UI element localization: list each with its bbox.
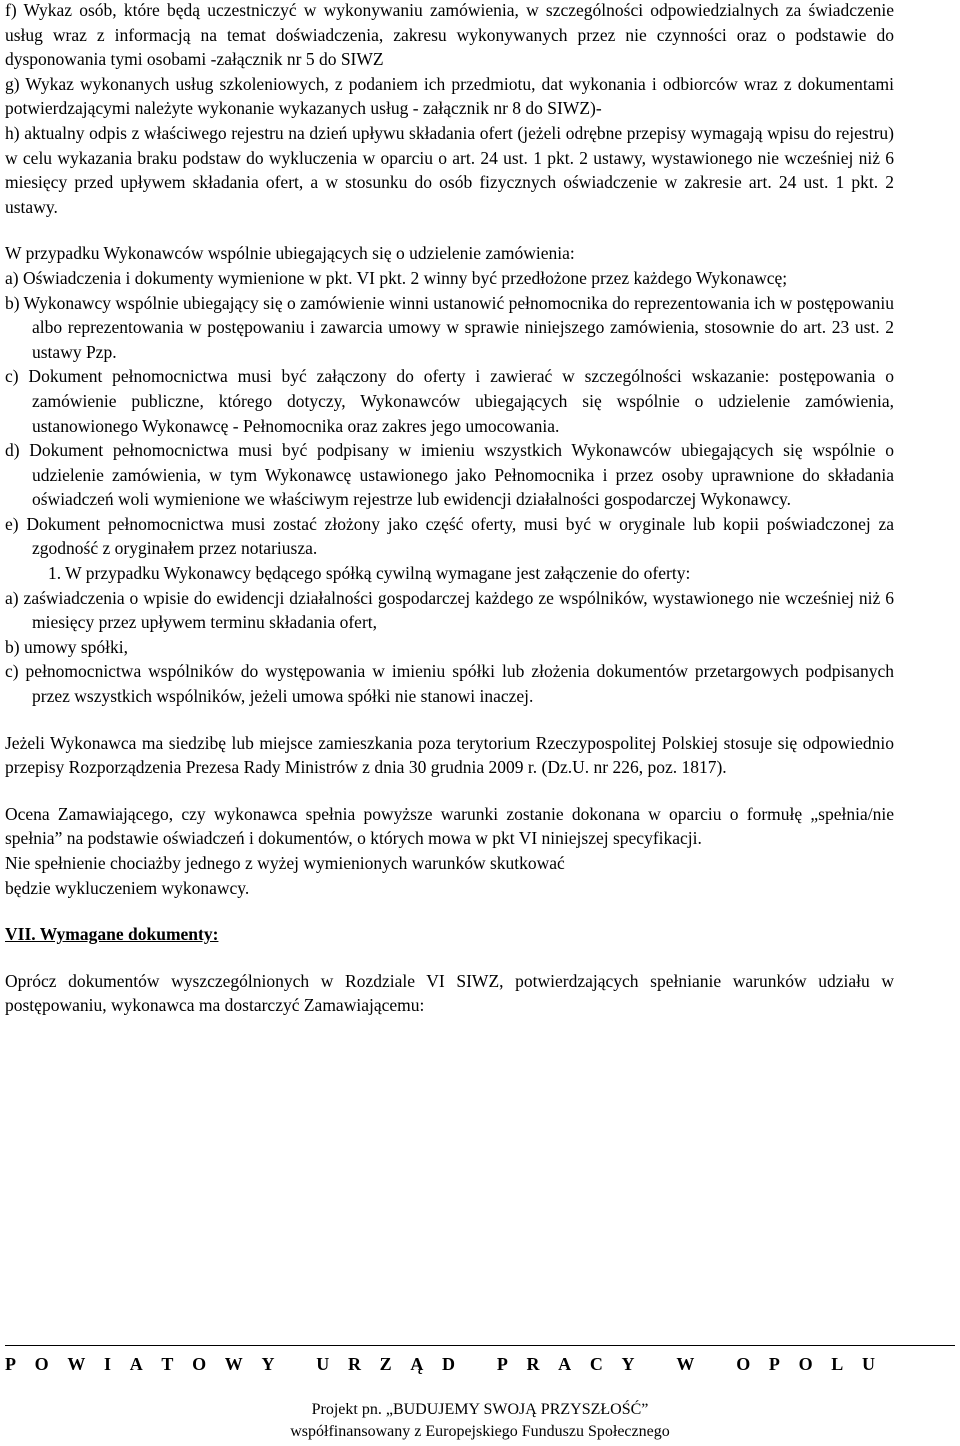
banner-letter: O: [34, 1354, 49, 1374]
footer-divider: [5, 1345, 955, 1346]
item-g: g) Wykaz wykonanych usług szkoleniowych, z podaniem ich przedmiotu, dat wykonania i odbiorców wraz z dokumentami potwierdzającymi należyte wykonanie wykazanych usług - załącznik nr 8 do SIWZ)-: [5, 73, 894, 119]
banner-letter: [474, 1352, 479, 1376]
item-f: f) Wykaz osób, które będą uczestniczyć w wykonywaniu zamówienia, w szczególności odpowiedzialnych za świadczenie usług wraz z informacją na temat doświadczenia, zakresu wykonywanych przez nie czynności oraz o podstawie do dysponowania tymi osobami -załącznik nr 5 do SIWZ: [5, 0, 894, 70]
banner-letter: L: [831, 1354, 844, 1374]
banner-letter: A: [129, 1354, 143, 1374]
banner-letter: U: [316, 1354, 330, 1374]
project-footer: [0, 1399, 960, 1443]
banner-letter: A: [558, 1354, 572, 1374]
banner-letter: D: [441, 1354, 455, 1374]
spacer: [5, 709, 894, 731]
joint-item-e: e) Dokument pełnomocnictwa musi zostać złożony jako część oferty, musi być w oryginale lub kopii poświadczonej za zgodność z oryginałem przez notariusza.: [5, 513, 894, 559]
banner-letter: I: [104, 1354, 112, 1374]
office-banner: [5, 1352, 875, 1376]
foreign-bidder-paragraph: Jeżeli Wykonawca ma siedzibę lub miejsce zamieszkania poza terytorium Rzeczypospolitej Polskiej stosuje się odpowiednio przepisy Rozporządzenia Prezesa Rady Ministrów z dnia 30 grudnia 2009 r. (Dz.U. nr 226, poz. 1817).: [5, 732, 894, 778]
item-h: h) aktualny odpis z właściwego rejestru na dzień upływu składania ofert (jeżeli odrębne przepisy wymagają wpisu do rejestru) w celu wykazania braku podstaw do wykluczenia w oparciu o art. 24 ust. 1 pkt. 2 ustawy, wystawionego nie wcześniej niż 6 miesięcy przed upływem składania ofert, a w stosunku do osób fizycznych oświadczenie w zakresie art. 24 ust. 1 pkt. 2 ustawy.: [5, 122, 894, 217]
banner-letter: P: [768, 1354, 780, 1374]
joint-item-a: a) Oświadczenia i dokumenty wymienione w pkt. VI pkt. 2 winny być przedłożone przez każdego Wykonawcę;: [5, 267, 788, 288]
banner-letter: U: [861, 1354, 875, 1374]
civil-item-a: a) zaświadczenia o wpisie do ewidencji działalności gospodarczej każdego ze wspólników, wystawionego nie wcześniej niż 6 miesięcy przez upływem terminu składania ofert,: [5, 587, 894, 633]
joint-item-d: d) Dokument pełnomocnictwa musi być podpisany w imieniu wszystkich Wykonawców ubiegających się wspólnie o udzielenie zamówienia, w tym Wykonawcę ustawionego jako Pełnomocnika i przez osoby uprawnione do składania oświadczeń woli wymienione we właściwym rejestrze lub ewidencji działalności gospodarczej Wykonawcy.: [5, 440, 894, 510]
spacer: [5, 947, 894, 969]
joint-bidders-intro: W przypadku Wykonawców wspólnie ubiegających się o udzielenie zamówienia:: [5, 243, 575, 264]
section-paragraph: Oprócz dokumentów wyszczególnionych w Rozdziale VI SIWZ, potwierdzających spełnianie warunków udziału w postępowaniu, wykonawca ma dostarczyć Zamawiającemu:: [5, 970, 894, 1016]
civil-item-b: b) umowy spółki,: [5, 636, 128, 657]
joint-item-c: c) Dokument pełnomocnictwa musi być załączony do oferty i zawierać w szczególności wskazanie: postępowania o zamówienie publiczne, którego dotyczy, Wykonawców ubiegających się wspólnie o udzielenie zamówienia, ustanowionego Wykonawcę - Pełnomocnika oraz zakres jego umocowania.: [5, 366, 894, 436]
banner-letter: Z: [379, 1354, 392, 1374]
banner-letter: W: [67, 1354, 86, 1374]
banner-letter: Ą: [410, 1354, 424, 1374]
joint-item-b: b) Wykonawcy wspólnie ubiegający się o zamówienie winni ustanowić pełnomocnika do reprezentowania ich w postępowaniu albo reprezentowania w postępowaniu i zawarcia umowy w sprawie niniejszego zamówienia, stosownie do art. 23 ust. 2 ustawy Pzp.: [5, 292, 894, 362]
banner-letter: Y: [261, 1354, 275, 1374]
spacer: [5, 900, 894, 922]
section-heading: VII. Wymagane dokumenty:: [5, 924, 219, 945]
banner-letter: P: [496, 1354, 508, 1374]
banner-letter: O: [736, 1354, 751, 1374]
banner-letter: O: [192, 1354, 207, 1374]
banner-letter: [653, 1352, 658, 1376]
banner-letter: C: [589, 1354, 603, 1374]
assessment-paragraph: Ocena Zamawiającego, czy wykonawca spełnia powyższe warunki zostanie dokonana w oparciu o formułę „spełnia/nie spełnia” na podstawie oświadczeń i dokumentów, o których mowa w pkt VI niniejszej specyfikacji.: [5, 803, 894, 849]
banner-letter: O: [798, 1354, 813, 1374]
civil-partnership-intro: 1. W przypadku Wykonawcy będącego spółką cywilną wymagane jest załączenie do oferty:: [48, 563, 691, 584]
exclusion-line-1: Nie spełnienie chociażby jednego z wyżej wymienionych warunków skutkować: [5, 853, 565, 873]
banner-letter: W: [224, 1354, 243, 1374]
banner-letter: T: [161, 1354, 174, 1374]
spacer: [5, 219, 894, 241]
banner-letter: Y: [621, 1354, 635, 1374]
banner-letter: P: [5, 1354, 16, 1374]
civil-item-c: c) pełnomocnictwa wspólników do występowania w imieniu spółki lub złożenia dokumentów przetargowych podpisanych przez wszystkich wspólników, jeżeli umowa spółki nie stanowi inaczej.: [5, 661, 894, 707]
banner-letter: [713, 1352, 718, 1376]
funding-note: współfinansowany z Europejskiego Funduszu Społecznego: [290, 1423, 670, 1440]
project-name: Projekt pn. „BUDUJEMY SWOJĄ PRZYSZŁOŚĆ”: [311, 1401, 649, 1418]
banner-letter: R: [526, 1354, 540, 1374]
banner-letter: W: [676, 1354, 695, 1374]
banner-letter: [293, 1352, 298, 1376]
document-body: [5, 0, 894, 1018]
banner-letter: R: [347, 1354, 361, 1374]
spacer: [5, 780, 894, 802]
exclusion-line-2: będzie wykluczeniem wykonawcy.: [5, 877, 250, 898]
